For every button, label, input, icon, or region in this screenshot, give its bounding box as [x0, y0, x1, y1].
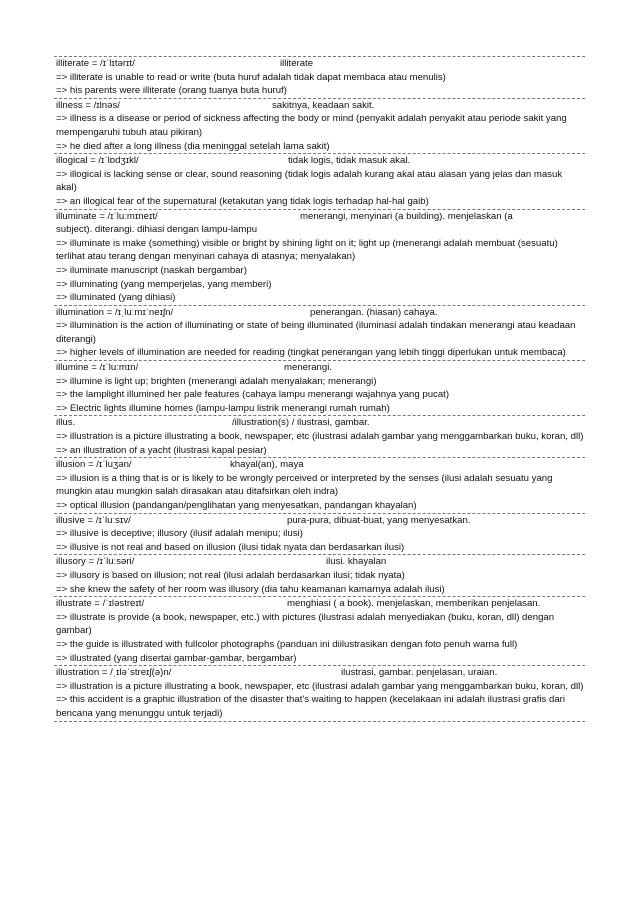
dictionary-entry [54, 513, 585, 555]
entry-heading [54, 57, 585, 71]
entry-example-line: => she knew the safety of her room was illusory (dia tahu keamanan kamarnya adalah ilusi) [56, 583, 445, 595]
entry-term: illusory = /ɪˈluːsəri/ [56, 556, 135, 568]
dictionary-entry [54, 415, 585, 457]
entry-definition: menghiasi ( a book). menjelaskan, memberikan penjelasan. [287, 598, 541, 610]
dictionary-entry [54, 554, 585, 596]
entry-heading [54, 458, 585, 472]
dictionary-entry [54, 209, 585, 305]
entry-heading [54, 666, 585, 680]
entry-example-line: => illusion is a thing that is or is likely to be wrongly perceived or interpreted by the senses (ilusi adalah sesuatu yang mungkin atau mungkin salah dirasakan atau ditafsirkan oleh indra) [56, 472, 553, 498]
entry-example-line: => higher levels of illumination are needed for reading (tingkat penerangan yang lebih tinggi diperlukan untuk membaca) [56, 347, 566, 359]
entry-definition: sakitnya, keadaan sakit. [272, 99, 375, 111]
entry-example-line: => illuminating (yang memperjelas, yang memberi) [56, 278, 272, 290]
entry-example-line: => illustration is a picture illustrating a book, newspaper, etc (ilustrasi adalah gambar yang menggambarkan buku, koran, dll) [56, 431, 584, 443]
entry-term: illustrate = /ˈɪləstreɪt/ [56, 598, 145, 610]
entry-example-line: => illustrated (yang disertai gambar-gambar, bergambar) [56, 652, 297, 664]
entry-definition: ilustrasi, gambar. penjelasan, uraian. [341, 667, 498, 679]
dictionary-document [54, 56, 585, 722]
entry-example-line: => illustrate is provide (a book, newspaper, etc.) with pictures (ilustrasi adalah menyediakan (buku, koran, dll) dengan gambar) [56, 611, 555, 637]
entry-example-line: => his parents were illiterate (orang tuanya buta huruf) [56, 85, 287, 97]
entry-term: illus. [56, 417, 76, 429]
entry-definition: menerangi. [284, 362, 332, 374]
dictionary-entry [54, 596, 585, 665]
entry-term: illness = /ɪlnəs/ [56, 99, 120, 111]
entry-heading [54, 306, 585, 320]
entry-heading [54, 416, 585, 430]
entry-heading [54, 555, 585, 569]
entry-definition: illiterate [280, 58, 314, 69]
entry-example-line: subject). diterangi. dihiasi dengan lampu-lampu [56, 224, 258, 236]
entry-heading [54, 514, 585, 528]
entry-example-line: => he died after a long illness (dia meninggal setelah lama sakit) [56, 140, 330, 152]
entry-heading [54, 361, 585, 375]
entry-heading [54, 597, 585, 611]
entry-definition: /illustration(s) / ilustrasi, gambar. [232, 417, 370, 429]
entry-heading [54, 99, 585, 113]
dictionary-entry [54, 360, 585, 415]
entry-example-line: => an illogical fear of the supernatural (ketakutan yang tidak logis terhadap hal-hal gaib) [56, 195, 429, 207]
entry-definition: tidak logis, tidak masuk akal. [288, 155, 411, 167]
entry-heading [54, 154, 585, 168]
entry-example-line: => illusive is deceptive; illusory (ilusif adalah menipu; ilusi) [56, 528, 303, 540]
entry-example-line: => optical illusion (pandangan/penglihatan yang menyesatkan, pandangan khayalan) [56, 500, 417, 511]
entry-example-line: => illiterate is unable to read or write (buta huruf adalah tidak dapat membaca atau menulis) [56, 71, 446, 83]
entry-term: illusion = /ɪˈluʒən/ [56, 459, 132, 471]
entry-example-line: => illumination is the action of illuminating or state of being illuminated (iluminasi adalah tindakan menerangi atau keadaan diterangi) [56, 320, 576, 345]
entry-term: illuminate = /ɪˈluːmɪneɪt/ [56, 210, 158, 222]
entry-term: illumine = /ɪˈluːmɪn/ [56, 362, 139, 374]
entry-example-line: => illumine is light up; brighten (menerangi adalah menyalakan; menerangi) [56, 375, 377, 387]
entry-example-line: => illuminated (yang dihiasi) [56, 292, 176, 304]
dictionary-entry [54, 305, 585, 360]
entry-term: illiterate = /ɪˈlɪtərɪt/ [56, 58, 135, 69]
entry-term: illustration = /ˌɪləˈstreɪʃ(ə)n/ [56, 667, 172, 679]
entry-definition: khayal(an), maya [230, 459, 304, 471]
entry-term: illusive = /ɪˈluːsɪv/ [56, 514, 131, 526]
entry-example-line: => the lamplight illumined her pale features (cahaya lampu menerangi wajahnya yang pucat) [56, 389, 450, 401]
entry-example-line: => Electric lights illumine homes (lampu-lampu listrik menerangi rumah rumah) [56, 402, 390, 414]
entry-example-line: => illustration is a picture illustrating a book, newspaper, etc (ilustrasi adalah gambar yang menggambarkan buku, koran, dll) [56, 680, 584, 692]
entry-example-line: => illusive is not real and based on illusion (ilusi tidak nyata dan berdasarkan ilusi) [56, 541, 405, 553]
entry-example-line: => the guide is illustrated with fullcolor photographs (panduan ini diilustrasikan dengan foto penuh warna full) [56, 638, 518, 650]
entry-example-line: => illogical is lacking sense or clear, sound reasoning (tidak logis adalah kurang akal atau alasan yang jelas dan masuk akal) [56, 168, 563, 194]
entry-example-line: => illness is a disease or period of sickness affecting the body or mind (penyakit adalah penyakit atau periode sakit yang mempengaruhi tubuh atau pikiran) [56, 113, 567, 138]
dictionary-entry [54, 665, 585, 721]
entry-term: illogical = /ɪˈlɒdʒɪkl/ [56, 155, 139, 167]
entry-definition: pura-pura, dibuat-buat, yang menyesatkan. [287, 514, 471, 526]
dictionary-entry [54, 98, 585, 153]
entry-heading [54, 210, 585, 224]
entry-definition: ilusi. khayalan [326, 556, 387, 568]
entry-example-line: => this accident is a graphic illustration of the disaster that's waiting to happen (kecelakaan ini adalah ilustrasi grafis dari bencana yang menunggu untuk terjadi) [56, 694, 565, 719]
entry-example-line: => iluminate manuscript (naskah bergambar) [56, 264, 247, 276]
entry-example-line: => illuminate is make (something) visible or bright by shining light on it; light up (menerangi adalah membuat (sesuatu) terlihat atau terang dengan menyinari cahaya di atasnya; menyalakan) [56, 237, 558, 263]
entry-definition: penerangan. (hiasan) cahaya. [310, 306, 438, 318]
dictionary-entry [54, 56, 585, 98]
entry-example-line: => illusory is based on illusion; not real (ilusi adalah berdasarkan ilusi; tidak nyata) [56, 569, 405, 581]
entry-term: illumination = /ɪˌluːmɪˈneɪʃn/ [56, 306, 174, 318]
entry-definition: menerangi, menyinari (a building). menjelaskan (a [300, 210, 513, 222]
dictionary-entry [54, 153, 585, 208]
dictionary-entry [54, 457, 585, 512]
entry-example-line: => an illustration of a yacht (ilustrasi kapal pesiar) [56, 444, 267, 456]
